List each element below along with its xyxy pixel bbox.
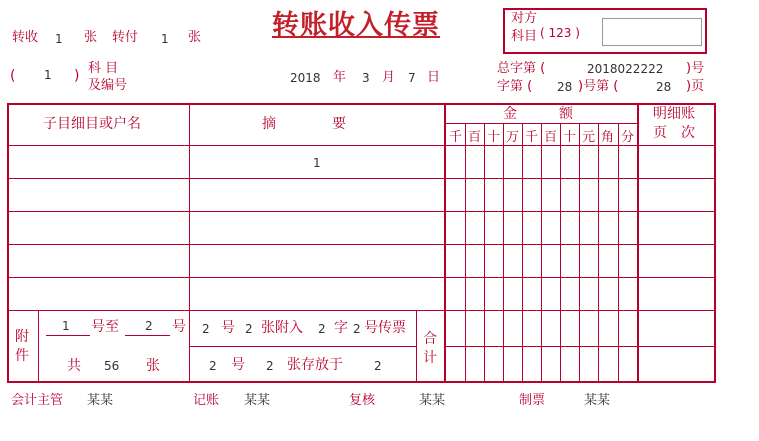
digit-line xyxy=(484,123,485,382)
col-line xyxy=(189,104,190,382)
zidi-label: 字第 ( xyxy=(497,79,533,94)
amount-header-line xyxy=(446,123,638,124)
attach-to-underline xyxy=(125,335,170,336)
zongzi-label: 总字第 ( xyxy=(497,61,546,76)
date-day: 7 xyxy=(408,71,416,85)
attach-line1-f: 字 xyxy=(334,320,348,336)
row-line xyxy=(8,178,715,179)
attach-to-value: 2 xyxy=(145,319,153,333)
digit-wan: 万 xyxy=(506,130,520,145)
attach-from-value: 1 xyxy=(62,319,70,333)
page-title: 转账收入传票 xyxy=(272,10,440,41)
attach-line1-a: 2 xyxy=(202,322,210,336)
date-year-label: 年 xyxy=(333,70,347,85)
zhuanfu-label: 转付 xyxy=(112,30,139,45)
attach-line1-h: 号传票 xyxy=(364,320,406,336)
duifang-label-1: 对方 xyxy=(511,11,538,26)
digit-line xyxy=(598,123,599,382)
row-line xyxy=(8,310,715,311)
attach-total-unit: 张 xyxy=(146,358,160,374)
attach-label-2: 件 xyxy=(15,348,29,364)
zidi-value-2: 28 xyxy=(656,80,672,94)
attach-to-label: 号 xyxy=(172,319,186,335)
bookkeeping-value: 某某 xyxy=(244,393,271,408)
kemu-label-2: 及编号 xyxy=(88,78,128,93)
digit-bai: 百 xyxy=(468,130,482,145)
col-line xyxy=(637,104,639,382)
digit-line xyxy=(522,123,523,382)
zhang-label-2: 张 xyxy=(188,30,202,45)
attach-line1-b: 号 xyxy=(221,320,235,336)
attach-label-1: 附 xyxy=(15,329,29,345)
zidi-value: 28 xyxy=(557,80,573,94)
attach-line2-d: 张存放于 xyxy=(287,357,343,373)
digit-shi: 十 xyxy=(487,130,501,145)
digit-line xyxy=(465,123,466,382)
digit-line xyxy=(579,123,580,382)
zhang-label-1: 张 xyxy=(84,30,98,45)
attach-from-label: 号至 xyxy=(91,319,119,335)
duifang-label-2: 科目 xyxy=(511,29,538,44)
duifang-code: ( 123 ) xyxy=(540,26,580,40)
heji-col-line xyxy=(416,310,417,382)
attach-line1-g: 2 xyxy=(353,322,361,336)
zidi-mid: )号第 ( xyxy=(578,79,619,94)
attach-line1-e: 2 xyxy=(318,322,326,336)
kemu-label-1: 科 目 xyxy=(88,61,119,76)
review-label: 复核 xyxy=(349,393,376,408)
digit-line xyxy=(618,123,619,382)
zhuanfu-value: 1 xyxy=(161,32,169,46)
digit-jiao: 角 xyxy=(601,130,615,145)
digit-yuan: 元 xyxy=(582,130,596,145)
zhuanshou-value: 1 xyxy=(55,32,63,46)
attach-line1-c: 2 xyxy=(245,322,253,336)
heji-mid-line xyxy=(446,346,715,347)
attach-total-value: 56 xyxy=(104,359,120,373)
kemu-paren-close: ) xyxy=(74,68,80,84)
maker-value: 某某 xyxy=(584,393,611,408)
duifang-input[interactable] xyxy=(602,18,702,46)
zhuanshou-label: 转收 xyxy=(12,30,39,45)
digit-fen: 分 xyxy=(621,130,635,145)
col-summary-header: 摘 要 xyxy=(262,116,346,132)
kemu-value: 1 xyxy=(44,68,52,82)
attach-from-underline xyxy=(46,335,90,336)
digit-line xyxy=(541,123,542,382)
attach-mid-line xyxy=(189,346,416,347)
date-month: 3 xyxy=(362,71,370,85)
digit-bai-2: 百 xyxy=(544,130,558,145)
attach-line2-e: 2 xyxy=(374,359,382,373)
digit-line xyxy=(560,123,561,382)
review-value: 某某 xyxy=(419,393,446,408)
row-line xyxy=(8,244,715,245)
maker-label: 制票 xyxy=(519,393,546,408)
bookkeeping-label: 记账 xyxy=(193,393,220,408)
zidi-end: )页 xyxy=(686,79,705,94)
digit-qian: 千 xyxy=(449,130,463,145)
zongzi-value: 2018022222 xyxy=(587,62,664,76)
attach-total-label: 共 xyxy=(67,358,81,374)
col-detail-header-1: 明细账 xyxy=(653,106,695,122)
row-line xyxy=(8,211,715,212)
attach-line2-b: 号 xyxy=(231,357,245,373)
col-line xyxy=(444,104,446,382)
heji-label-2: 计 xyxy=(423,350,437,366)
attach-line2-c: 2 xyxy=(266,359,274,373)
digit-shi-2: 十 xyxy=(563,130,577,145)
attach-line2-a: 2 xyxy=(209,359,217,373)
heji-label-1: 合 xyxy=(423,331,437,347)
supervisor-label: 会计主管 xyxy=(11,393,64,408)
date-year: 2018 xyxy=(290,71,321,85)
digit-qian-2: 千 xyxy=(525,130,539,145)
col-amount-header: 金 额 xyxy=(503,106,573,122)
attach-line1-d: 张附入 xyxy=(261,320,303,336)
zongzi-end: )号 xyxy=(686,61,705,76)
attach-col-line xyxy=(38,310,39,382)
digit-line xyxy=(503,123,504,382)
date-month-label: 月 xyxy=(382,70,396,85)
row-line xyxy=(8,145,715,146)
col-detail-header-2: 页 次 xyxy=(653,125,695,141)
row1-summary: 1 xyxy=(313,156,321,170)
kemu-paren-open: ( xyxy=(10,68,16,84)
date-day-label: 日 xyxy=(427,70,441,85)
col-account-header: 子目细目或户名 xyxy=(43,116,141,132)
supervisor-value: 某某 xyxy=(87,393,114,408)
row-line xyxy=(8,277,715,278)
